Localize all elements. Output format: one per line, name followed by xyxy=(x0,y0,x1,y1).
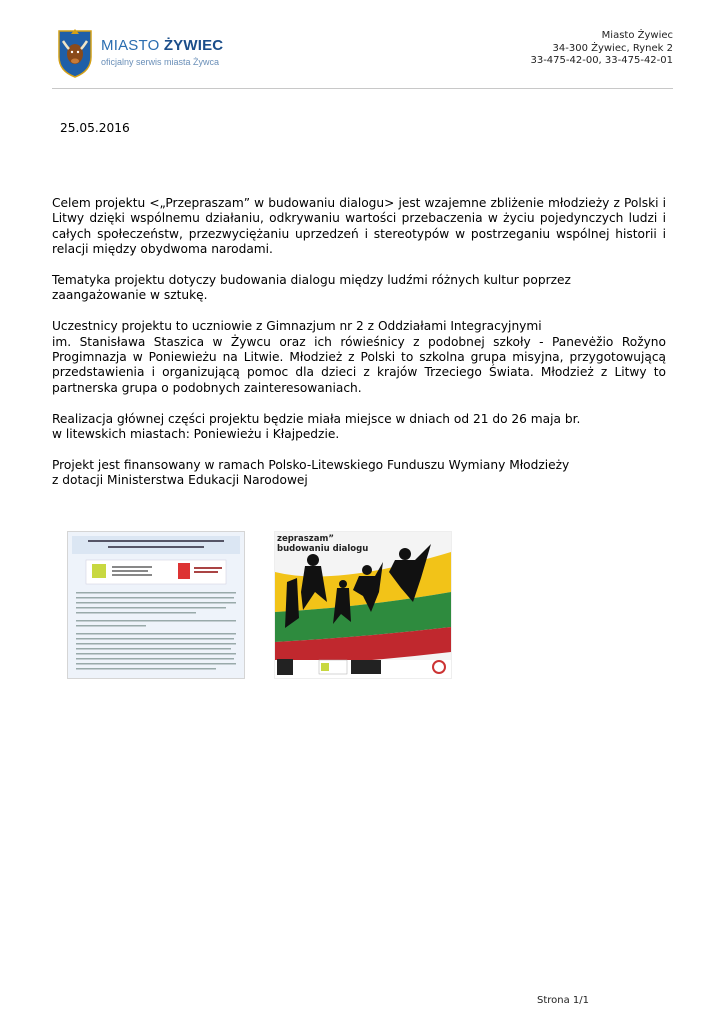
brand-tagline: oficjalny serwis miasta Żywca xyxy=(101,57,220,67)
poster-caption-line: budowaniu dialogu xyxy=(277,544,369,554)
paragraph: Tematyka projektu dotyczy budowania dialogu między ludźmi różnych kultur poprzez zaangażowanie w sztukę. xyxy=(52,273,571,303)
paragraph: Uczestnicy projektu to uczniowie z Gimnazjum nr 2 z Oddziałami Integracyjnymi xyxy=(52,319,542,334)
address-line: 34-300 Żywiec, Rynek 2 xyxy=(552,42,673,54)
paragraph: im. Stanisława Staszica w Żywcu oraz ich rówieśnicy z podobnej szkoły - Panevėžio Rožyno Progimnazja w Poniewieżu na Litwie. Młodzież z Polski to szkolna grupa misyjna, przygotowującą przedstawienia i organizującą pomoc dla dzieci z krajów Trzeciego Świata. Młodzież z Litwy to partnerska grupa o podobnych zainteresowaniach. xyxy=(52,334,666,395)
address-block xyxy=(530,30,673,68)
paragraph: Celem projektu <„Przepraszam” w budowaniu dialogu> jest wzajemne zbliżenie młodzieży z Polski i Litwy dzięki wspólnemu działaniu, odkrywaniu wartości przebaczenia w życiu pojedynczych ludzi i całych społeczeństw, przezwyciężaniu uprzedzeń i stereotypów w postrzeganiu wspólnej historii i relacji między obydwoma narodami. xyxy=(52,196,666,257)
address-line: 33-475-42-00, 33-475-42-01 xyxy=(530,55,673,66)
page-header xyxy=(0,0,725,92)
poster-caption-line: zepraszam” xyxy=(277,534,334,544)
paragraph: Realizacja głównej części projektu będzie miała miejsce w dniach od 21 do 26 maja br. w litewskich miastach: Poniewieżu i Kłajpedzie. xyxy=(52,411,581,442)
poster-caption xyxy=(277,534,368,554)
brand-name: MIASTO ŻYWIEC xyxy=(101,37,224,54)
paragraph: Projekt jest finansowany w ramach Polsko-Litewskiego Funduszu Wymiany Młodzieży z dotacji Ministerstwa Edukacji Narodowej xyxy=(52,457,570,488)
page-number: Strona 1/1 xyxy=(537,995,590,1006)
poster-preview-image xyxy=(68,532,244,678)
zywiec-crest-icon xyxy=(57,27,93,79)
header-divider xyxy=(52,88,673,89)
thumbnail-poster-flag[interactable] xyxy=(274,531,452,679)
document-body xyxy=(52,196,666,504)
site-logo[interactable] xyxy=(57,27,257,81)
thumbnail-poster-text[interactable] xyxy=(67,531,245,679)
document-date: 25.05.2016 xyxy=(60,121,130,135)
address-line: Miasto Żywiec xyxy=(601,30,673,41)
